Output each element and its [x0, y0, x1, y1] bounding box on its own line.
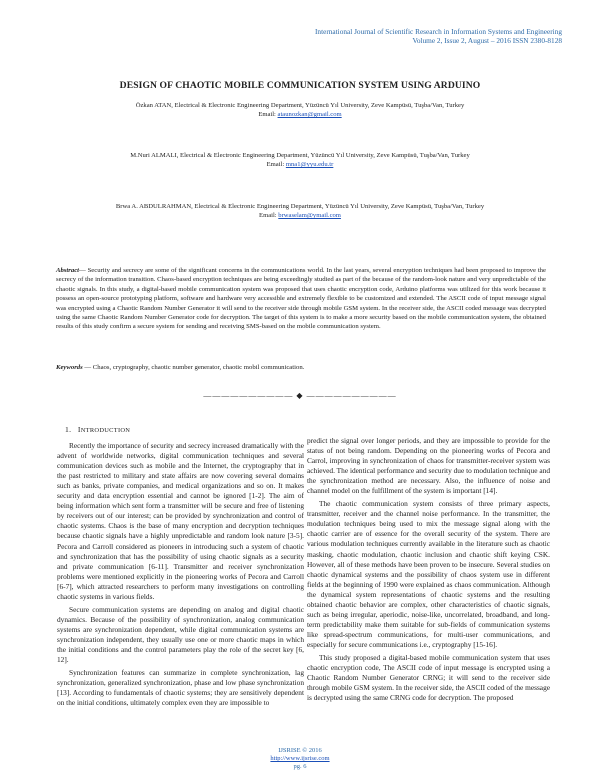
author-affiliation: Brwa A. ABDULRAHMAN, Electrical & Electronic Engineering Department, Yüzüncü Yıl University, Zeve Kampüsü, Tuşba/Van, Turkey	[115, 203, 485, 210]
author-affiliation: M.Nuri ALMALI, Electrical & Electronic Engineering Department, Yüzüncü Yıl University, Zeve Kampüsü, Tuşba/Van, Turkey	[130, 152, 470, 159]
section-number: 1.	[65, 425, 72, 434]
page-number: pg. 6	[293, 763, 307, 770]
section-title-initial: I	[77, 425, 81, 434]
footer-url-link[interactable]: http://www.ijsrise.com	[270, 755, 330, 762]
paragraph: This study proposed a digital-based mobile communication system that uses chaotic encryption code, The ASCII code of input message is encrypted using a Chaotic Random Number Generator CRNG; it will send to the receiver side through mobile GSM system. In the receiver side, the ASCII coded of the message is decrypted using the same CRNG code for decryption. The proposed	[307, 652, 550, 703]
author-1	[40, 101, 560, 119]
abstract-text: — Security and secrecy are some of the significant concerns in the communications world. In the last years, several encryption techniques had been proposed to improve the secrecy of the information transition. Chaos-based encryption techniques are being exceedingly studied as part of the because of the random-look nature and very unpredictable of the chaotic signals. In this study, a digital-based mobile communication system was proposed that uses chaotic encryption code, Arduino platforms was utilized for this work because it possess an open-source prototyping platform, software and hardware very accessible and extremely flexible to be customized and extended. The ASCII code of input message signal was encrypted using a Chaotic Random Number Generator it will send to the receiver side through mobile GSM system. In the receiver side, the ASCII coded message was decrypted using the same Chaotic Random Number Generator code for decryption. The target of this system is to make a more security based on the mobile communication system, the obtained results of this study confirm a secure system for sending and receiving SMS-based on the mobile communication system.	[56, 267, 546, 331]
footer-copyright: IJSRISE © 2016	[278, 747, 322, 754]
abstract	[56, 266, 546, 332]
keywords-text: — Chaos, cryptography, chaotic number generator, chaotic mobil communication.	[82, 364, 305, 371]
author-email-line	[40, 160, 560, 169]
section-divider: —————————— ◆ ——————————	[203, 391, 397, 400]
paragraph: Synchronization features can summarize in complete synchronization, lag synchronization, generalized synchronization, phase and low phase synchronization [13]. According to fundamentals of chaotic systems; they are sensitively dependent on the initial conditions, ultimately complex even they are impossible to	[57, 668, 304, 708]
author-2	[40, 151, 560, 169]
section-heading	[57, 425, 304, 436]
abstract-label: Abstract	[56, 267, 80, 274]
section-title-rest: NTRODUCTION	[80, 427, 131, 434]
paragraph: predict the signal over longer periods, and they are impossible to provide for the status of not being random. Depending on the pioneering works of Pecora and Carrol, improving in synchronization of chaos for transmitter-receiver system was achieved. The identical performance and security due to modulation technique and the synchronization method are necessary. Also, the influence of noise and channel model on the fulfillment of the system is important [14].	[307, 436, 550, 496]
right-column	[307, 436, 550, 706]
paragraph: Secure communication systems are depending on analog and digital chaotic dynamics. Because of the possibility of synchronization, analog communication systems are synchronization dependent, while digital communication systems are synchronization independent, they usually use one or more chaotic maps in which the initial conditions and the control parameters play the role of the secret key [6, 12].	[57, 604, 304, 665]
paragraph: The chaotic communication system consists of three primary aspects, transmitter, receiver and the channel noise performance. In the transmitter, the modulation techniques being used to mix the message signal along with the chaotic carrier are of essence for the overall security of the system. There are various modulation techniques currently available in the literature such as chaotic masking, chaotic modulation, chaotic inclusion and chaotic shift keying CSK. However, all of these methods have been proven to be insecure. Several studies on chaotic dynamical systems and the possibility of chaos system use in different fields at the beginning of 1990 were explained as chaos communication. Although the dynamical system representations of chaotic systems and the resulting obtained chaotic behavior are complex, other characteristics of chaotic signals, such as being irregular, aperiodic, noise-like, uncorrelated, broadband, and long-term predictability make them suitable for sub-fields of communication systems like spread-spectrum communications, for multi-user communications, and especially for secure communications i.e., cryptography [15-16].	[307, 499, 550, 649]
left-column	[57, 425, 304, 711]
keywords-label: Keywords	[56, 364, 83, 371]
author-email-link[interactable]: brwaselam@ymail.com	[278, 212, 341, 220]
paper-title: DESIGN OF CHAOTIC MOBILE COMMUNICATION SYSTEM USING ARDUINO	[119, 80, 481, 91]
journal-name: International Journal of Scientific Research in Information Systems and Engineering	[314, 27, 562, 36]
keywords	[56, 363, 546, 372]
journal-issue: Volume 2, Issue 2, August – 2016 ISSN 2380-8128	[412, 36, 562, 45]
author-email-line	[40, 211, 560, 220]
journal-header	[202, 27, 562, 45]
author-3	[40, 202, 560, 220]
author-email-link[interactable]: mna1@yyu.edu.tr	[285, 161, 334, 169]
author-email-line	[40, 110, 560, 119]
author-email-link[interactable]: ataunozkan@gmail.com	[277, 111, 342, 119]
paragraph: Recently the importance of security and secrecy increased dramatically with the advent of worldwide networks, digital communication techniques and several communication devices such as mobile and the Internet, the cryptography that in the past restricted to military and state affairs are now covering several domains such as banks, private companies, and medical organizations and so on. It makes security and data encryption essential and cannot be ignored [1-2]. The aim of being information which sent form a transmitter will be secure and free of listening by receivers out of our interest; can be provided by synchronization and control of chaotic systems. Chaos is the base of many encryption and decryption techniques because chaotic signals have a highly unpredictable and random look nature [3-5]. Pecora and Carroll considered as pioneers in introducing such a system of chaotic and synchronization that has the possibility of using chaotic signals as a security and private communication [6-11]. Transmitter and receiver synchronization problems were mentioned explicitly in the pioneering works of Pecora and Carroll [6-7], which attracted researchers to perform many investigations on controlling chaotic systems in various fields.	[57, 441, 304, 601]
email-label: Email:	[259, 212, 279, 220]
email-label: Email:	[258, 111, 278, 119]
email-label: Email:	[266, 161, 286, 169]
page-footer	[0, 747, 600, 771]
author-affiliation: Özkan ATAN, Electrical & Electronic Engineering Department, Yüzüncü Yıl University, Zeve Kampüsü, Tuşba/Van, Turkey	[135, 102, 465, 109]
